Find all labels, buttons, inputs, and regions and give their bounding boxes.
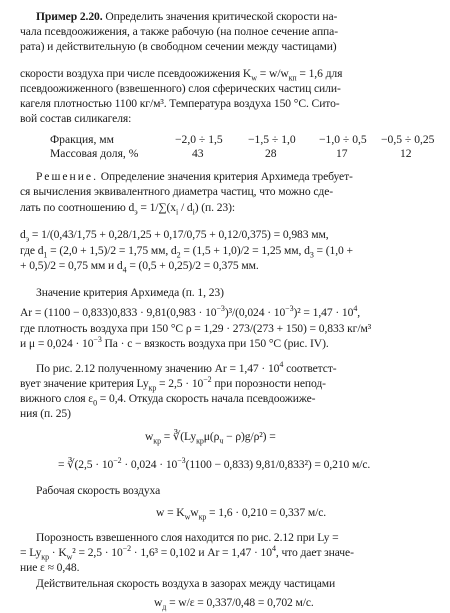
fraction-value: −2,0 ÷ 1,5 <box>175 133 223 146</box>
problem-line-4: скорости воздуха при числе псевдоожижения $K_w = w/w_{кп} = 1,6$ для <box>20 67 343 83</box>
problem-line-7: вой состав силикагеля: <box>20 112 132 125</box>
solution-line-21: ние ε ≈ 0,48. <box>20 561 80 574</box>
problem-line-6: кагеля плотностью 1100 кг/м³. Температура воздуха 150 °С. Сито- <box>20 97 340 110</box>
solution-line-14: ния (п. 25) <box>20 407 71 420</box>
solution-line-20: = $Ly_{кр} \cdot K_w^2 = 2,5 \cdot 10^{-2} \cdot 1,6^3 = 0,102$ и $Ar = 1,47 \cdot 10^4$, что дает значе- <box>20 544 354 562</box>
solution-line-3: лать по соотношению $d_э = 1/\sum(x_i / d_i)$ (п. 23): <box>20 201 235 217</box>
solution-line-10: и $\mu = 0,024 \cdot 10^{-3}$ Па · с − вязкость воздуха при 150 °С (рис. IV). <box>20 335 329 350</box>
fraction-value: −1,0 ÷ 0,5 <box>319 133 367 146</box>
mass-share-value: 43 <box>192 147 204 160</box>
problem-line-3: рата) и действительную (в свободном сечении между частицами) <box>20 40 337 53</box>
fraction-label: Фракция, мм <box>50 133 114 146</box>
solution-label: Решение. <box>36 170 98 183</box>
problem-line-2: чала псевдоожижения, а также рабочую (на полное сечение аппа- <box>20 25 338 38</box>
example-number: Пример 2.20. <box>36 10 103 23</box>
solution-line-6: + 0,5)/2 = 0,75 мм и $d_4 = (0,5 + 0,25)/2 = 0,375$ мм. <box>20 259 259 275</box>
solution-line-1: Решение. Определение значения критерия Архимеда требует- <box>36 170 353 183</box>
solution-line-13: вижного слоя $\varepsilon_0 = 0,4$. Откуда скорость начала псевдоожиже- <box>20 392 316 408</box>
formula-wd: $w_д = w/\varepsilon = 0,337/0,48 = 0,702$ м/с. <box>154 596 314 612</box>
mass-share-value: 17 <box>336 147 348 160</box>
solution-line-11: По рис. 2.12 полученному значению $Ar = 1,47 \cdot 10^4$ соответст- <box>36 360 337 375</box>
working-speed-heading: Рабочая скорость воздуха <box>36 484 161 497</box>
formula-wkr-value: = ∛(2,5 · $10^{-2} \cdot 0,024 \cdot 10^{-3}(1100 - 0,833) 9,81/0,833^2) = 0,210$ м/с. <box>58 456 371 471</box>
mass-share-value: 28 <box>265 147 277 160</box>
solution-line-12: вует значение критерия $Ly_{кр} = 2,5 \cdot 10^{-2}$ при порозности непод- <box>20 375 326 393</box>
fraction-value: −1,5 ÷ 1,0 <box>248 133 296 146</box>
solution-line-9: где плотность воздуха при 150 °С ρ = 1,29 · 273/(273 + 150) = 0,833 кг/м³ <box>20 322 372 335</box>
formula-de: $d_э = 1/(0,43/1,75 + 0,28/1,25 + 0,17/0,75 + 0,12/0,375) = 0,983$ мм, <box>20 228 329 244</box>
solution-line-22: Действительная скорость воздуха в зазорах между частицами <box>36 577 336 590</box>
solution-line-19: Порозность взвешенного слоя находится по рис. 2.12 при Ly = <box>36 531 339 544</box>
formula-w: $w = K_ww_{кр} = 1,6 \cdot 0,210 = 0,337$ м/с. <box>156 506 327 522</box>
mass-share-value: 12 <box>400 147 412 160</box>
mass-share-label: Массовая доля, % <box>50 147 139 160</box>
solution-line-2: ся вычисления эквивалентного диаметра частиц, что можно сде- <box>20 185 334 198</box>
formula-ar: $Ar = (1100 - 0,833)0,833 \cdot 9,81(0,983 \cdot 10^{-3})^3/(0,024 \cdot 10^{-3})^2 = 1,47 \cdot 10^4$, <box>20 304 361 319</box>
problem-line-5: псевдоожиженного (взвешенного) слоя сферических частиц сили- <box>20 82 341 95</box>
formula-wkr: $w_{кр}$ = $∛(Ly_{кр}\mu(\rho_ч - \rho)g/\rho^2)$ = <box>145 430 276 446</box>
fraction-value: −0,5 ÷ 0,25 <box>381 133 435 146</box>
solution-line-5: где $d_1 = (2,0 + 1,5)/2 = 1,75$ мм, $d_2 = (1,5 + 1,0)/2 = 1,25$ мм, $d_3 = (1,0$ + <box>20 244 353 260</box>
archimedes-heading: Значение критерия Архимеда (п. 1, 23) <box>36 286 224 299</box>
problem-line-1: Пример 2.20. Определить значения критической скорости на- <box>36 10 338 23</box>
